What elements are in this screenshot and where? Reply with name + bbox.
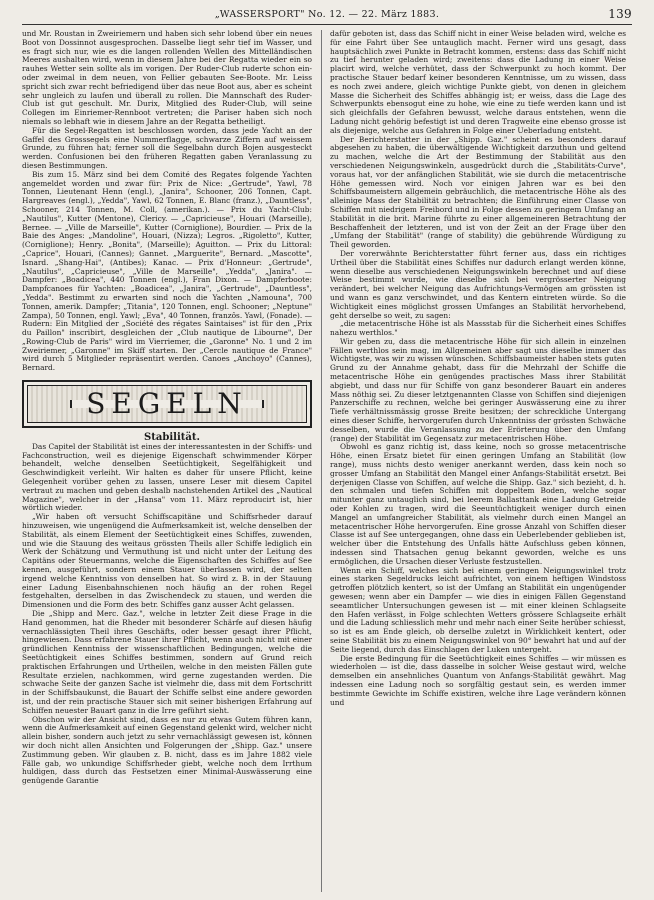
block-quote: „die metacentrische Höhe ist als Massstab für die Sicherheit eines Schiffes nahezu werthlos." xyxy=(330,319,626,338)
paragraph: Das Capitel der Stabilität ist eines der interessantesten in der Schiffs- und Fachconstruction, weil es diejenige Eigenschaft schwimmender Körper behandelt, welche denselben Seetüchtigkeit, Segelfähigkeit und Geschwindigkeit verleiht. Wir halten es daher für unsere Pflicht, keine Gelegenheit vorüber gehen zu lassen, unsere Leser mit diesem Capitel vertraut zu machen und geben deshalb nachstehenden Artikel des „Nautical Magazine", welcher in der „Hansa" vom 11. März reproducirt ist, hier wörtlich wieder. xyxy=(22,441,312,513)
paragraph: Obwohl es ganz richtig ist, dass keine, noch so grosse metacentrische Höhe, einen Ersatz bietet für einen geringen Umfang an Stabilität (low range), muss nichts desto weniger anerkannt werden, dass kein noch so grosser Umfang an Stabilität den Mangel einer Anfangs-Stabilität ersetzt. Bei derjenigen Classe von Schiffen, auf welche die Shipp. Gaz." sich bezieht, d. h. den schmalen und tiefen Schiffen mit doppeltem Boden, welche sogar mitunter ganz untauglich sind, bei leerem Ballasttank eine Ladung Getreide oder Kohlen zu tragen, wird die Seeuntüchtigkeit weniger durch einen Mangel an umfangreicher Stabilität, als vielmehr durch einen Mangel an metacentrischer Höhe hervorgerufen. Eine grosse Anzahl von Schiffen dieser Classe ist auf See untergegangen, ohne dass ein Ueberlebender geblieben ist, welcher über die Entstehung des Unfalls hätte Aufschluss geben können, indessen sind Thatsachen genug bekannt geworden, welche es uns ermöglichen, die Ursachen dieser Verluste festzustellen. xyxy=(330,442,626,566)
banner-ornament xyxy=(27,385,307,423)
paragraph: „Wir haben oft versucht Schiffscapitäne und Schiffsrheder darauf hinzuweisen, wie ungenügend die Aufmerksamkeit ist, welche denselben der Stabilität, als einem Element der Seetüchtigkeit eines Schiffes, zuwenden, und wie die Stauung des weitaus grössten Theils aller Schiffe lediglich ein Werk der Schätzung und Vermuthung ist und nicht unter der Leitung des Capitäns oder Steuermanns, welche die Eigenschaften des Schiffes auf See kennen, ausgeführt, sondern einem Stauer überlassen wird, der selten irgend welche Kenntniss von denselben hat. So wird z. B. in der Stauung einer Ladung Eisenbahnschienen noch häufig an der rohen Regel festgehalten, derselben in das Zwischendeck zu stauen, und werden die Dimensionen und die Form des betr. Schiffes ganz ausser Acht gelassen. xyxy=(22,512,312,610)
paragraph: Wenn ein Schiff, welches sich bei einem geringen Neigungswinkel trotz eines starken Segeldrucks leicht aufrichtet, von einem heftigen Windstoss getroffen plötzlich kentert, so ist der Umfang an Stabilität ein ungenügender gewesen; wenn aber ein Dampfer — wie dies in einigen Fällen Gegenstand seeamtlicher Untersuchungen gewesen ist — mit einer kleinen Schlagseite den Hafen verlässt, in Folge schlechten Wetters grössere Schlagseite erhält und die Ladung schliesslich mehr und mehr nach einer Seite herüber schiesst, so ist es am Ende gleich, ob derselbe zuletzt in Wirklichkeit kentert, oder seine Stabilität bis zu einem Neigungswinkel von 90° bewahrt hat und auf der Seite liegend, durch das Einschlagen der Luken untergeht. xyxy=(330,565,626,654)
paragraph: Die „Shipp and Merc. Gaz.", welche in letzter Zeit diese Frage in die Hand genommen, hat die Rheder mit besonderer Schärfe auf diesen häufig vernachlässigten Theil ihres Geschäfts, oder besser gesagt ihrer Pflicht, hingewiesen. Dass erfahrene Stauer ihrer Pflicht, wenn auch nicht mit einer gründlichen Kenntniss der wissenschaftlichen Bedingungen, welche die Seetüchtigkeit eines Schiffes bestimmen, sondern auf Grund reich praktischen Erfahrungen und Urtheilen, welche in den meisten Fällen gute Resultate erzielen, nachkommen, wird gerne zugestanden werden. Die schwache Seite der ganzen Sache ist vielmehr die, dass mit dem Fortschritt in der Schiffsbaukunst, die Bauart der Schiffe selbst eine andere geworden ist, und der rein practische Stauer sich mit seiner bisherigen Erfahrung auf Schiffen neuester Bauart ganz in die Irre geführt sieht. xyxy=(22,609,312,715)
banner-word: SEGELN xyxy=(70,400,264,409)
section-banner xyxy=(22,380,312,428)
page-number: 139 xyxy=(608,7,632,21)
header-rule xyxy=(22,24,632,25)
left-column xyxy=(22,30,312,892)
paragraph: Der vorerwähnte Berichterstatter führt ferner aus, dass ein richtiges Urtheil über die Stabilität eines Schiffes nur dadurch erlangt werden könne, wenn dieselbe aus verschiedenen Neigungswinkeln berechnet und auf diese Weise bestimmt wurde, wie dieselbe sich bei vergrösserter Neigung verändert, bei welcher Neigung das Aufrichtungs-Vermögen am grössten ist und wann es ganz verschwindet, und das Kentern eintreten würde. So die Wichtigkeit eines möglichst grossen Umfanges an Stabilität hervorhebend, geht derselbe so weit, zu sagen: xyxy=(330,248,626,320)
paragraph: Die erste Bedingung für die Seetüchtigkeit eines Schiffes — wir müssen es wiederholen — ist die, dass dasselbe in solcher Weise gestaut wird, welche demselben ein ansehnliches Quantum von Anfangs-Stabilität gewährt. Mag indessen eine Ladung noch so sorgfältig gestaut sein, es werden immer bestimmte Gewichte im Schiffe existiren, welche ihre Lage verändern können und xyxy=(330,653,626,707)
article-title: Stabilität. xyxy=(144,432,200,444)
paragraph: dafür geboten ist, dass das Schiff nicht in einer Weise beladen wird, welche es für eine Fahrt über See untauglich macht. Ferner wird uns gesagt, dass hauptsächlich zwei Punkte in Betracht kommen, erstens: dass das Schiff nicht zu tief herunter geladen wird; zweitens: dass die Ladung in einer Weise placirt wird, welche verhütet, dass der Schwerpunkt zu hoch kommt. Der practische Stauer bedarf keiner besonderen Kenntnisse, um zu wissen, dass es noch zwei andere, gleich wichtige Punkte giebt, von denen in gleichem Masse die Sicherheit des Schiffes abhängig ist; er weiss, dass die Lage des Schwerpunkts ebensogut eine zu hohe, wie eine zu tiefe werden kann und ist sich gleichfalls der Gefahren bewusst, welche daraus entstehen, wenn die Ladung nicht gehörig befestigt ist und deren Tragweite eine ebenso grosse ist als diejenige, welche aus Gefahren in Folge einer Ueberladung entsteht. xyxy=(330,30,626,135)
header-title: „WASSERSPORT" No. 12. — 22. März 1883. xyxy=(214,9,440,20)
right-column xyxy=(330,30,626,892)
paragraph: Wir geben zu, dass die metacentrische Höhe für sich allein in einzelnen Fällen werthlos sein mag, im Allgemeinen aber sagt uns dieselbe immer das Wichtigste, was wir zu wissen wünschen. Schiffsbaumeister haben stets guten Grund zu der Annahme gehabt, dass für die Mehrzahl der Schiffe die metacentrische Höhe ein genügendes practisches Mass ihrer Stabilität abgiebt, und dass nur für Schiffe von ganz besonderer Bauart ein anderes Mass nöthig sei. Zu dieser letztgenannten Classe von Schiffen sind diejenigen Panzerschiffe zu rechnen, welche bei geringer Auswässerung eine zu ihrer Tiefe verhältnissmässig grosse Breite besitzen; der schreckliche Untergang eines dieser Schiffe, hervorgerufen durch Unkenntniss der grössten Schwäche desselben, wurde die Veranlassung zu der Erörterung über den Umfang (range) der Stabilität im Gegensatz zur metacentrischen Höhe. xyxy=(330,336,626,443)
paragraph: und Mr. Roustan in Zweiriemern und haben sich sehr lobend über ein neues Boot von Dossinnot ausgesprochen. Dasselbe liegt sehr tief im Wasser, und es fragt sich nur, wie es die langen rollenden Wellen des Mittelländischen Meeres aushalten wird, wenn in diesem Jahre bei der Regatta wieder ein so rauhes Wetter sein sollte als im vorigen. Der Ruder-Club ruderte schon ein- oder zweimal in dem neuen, von Fellier gebauten See-Boote. Mr. Leiss spricht sich zwar recht befriedigend über das neue Boot aus, aber es scheint sehr ungleich zu laufen und überall zu rollen. Die Mannschaft des Ruder-Club ist gut geschult. Mr. Durix, Mitglied des Ruder-Club, will seine Collegen im Einriemer-Rennboot vertreten; die Pariser haben sich noch niemals so lebhaft wie in diesem Jahre an der Regatta betheiligt. xyxy=(22,30,312,126)
column-divider xyxy=(321,30,322,892)
paragraph: Für die Segel-Regatten ist beschlossen worden, dass jede Yacht an der Gaffel des Grosssegels eine Nummerflagge, schwarze Ziffern auf weissem Grunde, zu führen hat; ferner soll die Segelbahn durch Bojen ausgesteckt werden. Confusionen bei den früheren Regatten gaben Veranlassung zu diesen Bestimmungen. xyxy=(22,125,312,170)
paragraph: Der Berichterstatter in der „Shipp. Gaz." scheint es besonders darauf abgesehen zu haben, die überwältigende Wichtigkeit darzuthun und geltend zu machen, welche die Art der Bestimmung der Stabilität aus den verschiedenen Neigungswinkeln, ausgedrückt durch die „Stabilitäts-Curve", voraus hat, vor der anfänglichen Stabilität, wie sie durch die metacentrische Höhe gemessen wird. Noch vor einigen Jahren war es bei den Schiffsbaumeistern allgemein gebräuchlich, die metacentrische Höhe als des alleinige Mass der Stabilität zu betrachten; die Einführung einer Classe von Schiffen mit niedrigem Freibord und in Folge dessen zu geringem Umfang an Stabilität in die brit. Marine führte zu einer allgemeineren Betrachtung der Beschaffenheit der letzteren, und ist von der Zeit an der Frage über den „Umfang der Stabilität" (range of stability) die gebührende Würdigung zu Theil geworden. xyxy=(330,134,626,250)
paragraph: Bis zum 15. März sind bei dem Comité des Regates folgende Yachten angemeldet worden und zwar für: Prix de Nice: „Gertrude", Yawl, 78 Tonnen, Lieutenant Henn (engl.), „Janira", Schooner, 206 Tonnen, Capt. Hargreaves (engl.), „Yedda", Yawl, 62 Tonnen, E. Blanc (franz.), „Dauntless", Schooner, 214 Tonnen, M. Coll, (amerikan.). — Prix du Yacht-Club: „Nautilus", Kutter (Mentone), Clericy. — „Capricieuse", Houari (Marseille), Bernee. — „Ville de Marseille", Kutter (Corniglione), Bourdier. — Prix de la Baie des Anges: „Mandoline", Houari, (Nizza); Legros. „Rigoletto", Kutter, (Corniglione); Henry. „Bonita", (Marseille); Aguitton. — Prix du Littoral: „Caprice", Houari, (Cannes); Gannet. „Marguerite", Bernard. „Mascotte", Isnard. „Shang-Hai", (Antibes); Kanac. — Prix d'Honneur: „Gertrude", „Nautilus", „Capricieuse", „Ville de Marseille", „Yedda", „Janira". — Dampfer: „Boadicea", 440 Tonnen (engl.), Fran Dixon. — Dampferboote: Dampfcanoes für Yachten: „Boadicea", „Janira", „Gertrude", „Dauntless", „Yedda". Bestimmt zu erwarten sind noch die Yachten „Namouna", 700 Tonnen, amerik. Dampfer; „Titania", 120 Tonnen, engl. Schooner; „Neptune" Zampa), 50 Tonnen, engl. Yawl; „Eva", 40 Tonnen, franzôs. Yawl, (Fonade). — Rudern: Ein Mitglied der „Société des régates Saintaises" ist für den „Prix du Paillon" inscribirt, desgleichen der „Club nautique de Libourne", Der „Rowing-Club de Paris" wird im Vierriemer, die „Garonne" No. 1 und 2 im Zweiriemer, „Garonne" im Skiff starten. Der „Cercle nautique de France" wird durch 5 Mitglieder repräsentirt werden. Canoes „Anchoyo" (Cannes), Bernard. xyxy=(22,169,312,373)
page-header xyxy=(22,7,632,23)
paragraph: Obschon wir der Ansicht sind, dass es nur zu etwas Gutem führen kann, wenn die Aufmerksamkeit auf einen Gegenstand gelenkt wird, welcher nicht allein bisher, sondern auch jetzt zu sehr vernachlässigt gewesen ist, können wir doch nicht allen Ansichten und Folgerungen der „Shipp. Gaz." unsere Zustimmung geben. Wir glauben z. B. nicht, dass es im Jahre 1882 viele Fälle gab, wo unkundige Schiffsrheder giebt, welche noch dem Irrthum huldigen, dass durch das Festsetzen einer Minimal-Auswässerung eine genügende Garantie xyxy=(22,714,312,786)
